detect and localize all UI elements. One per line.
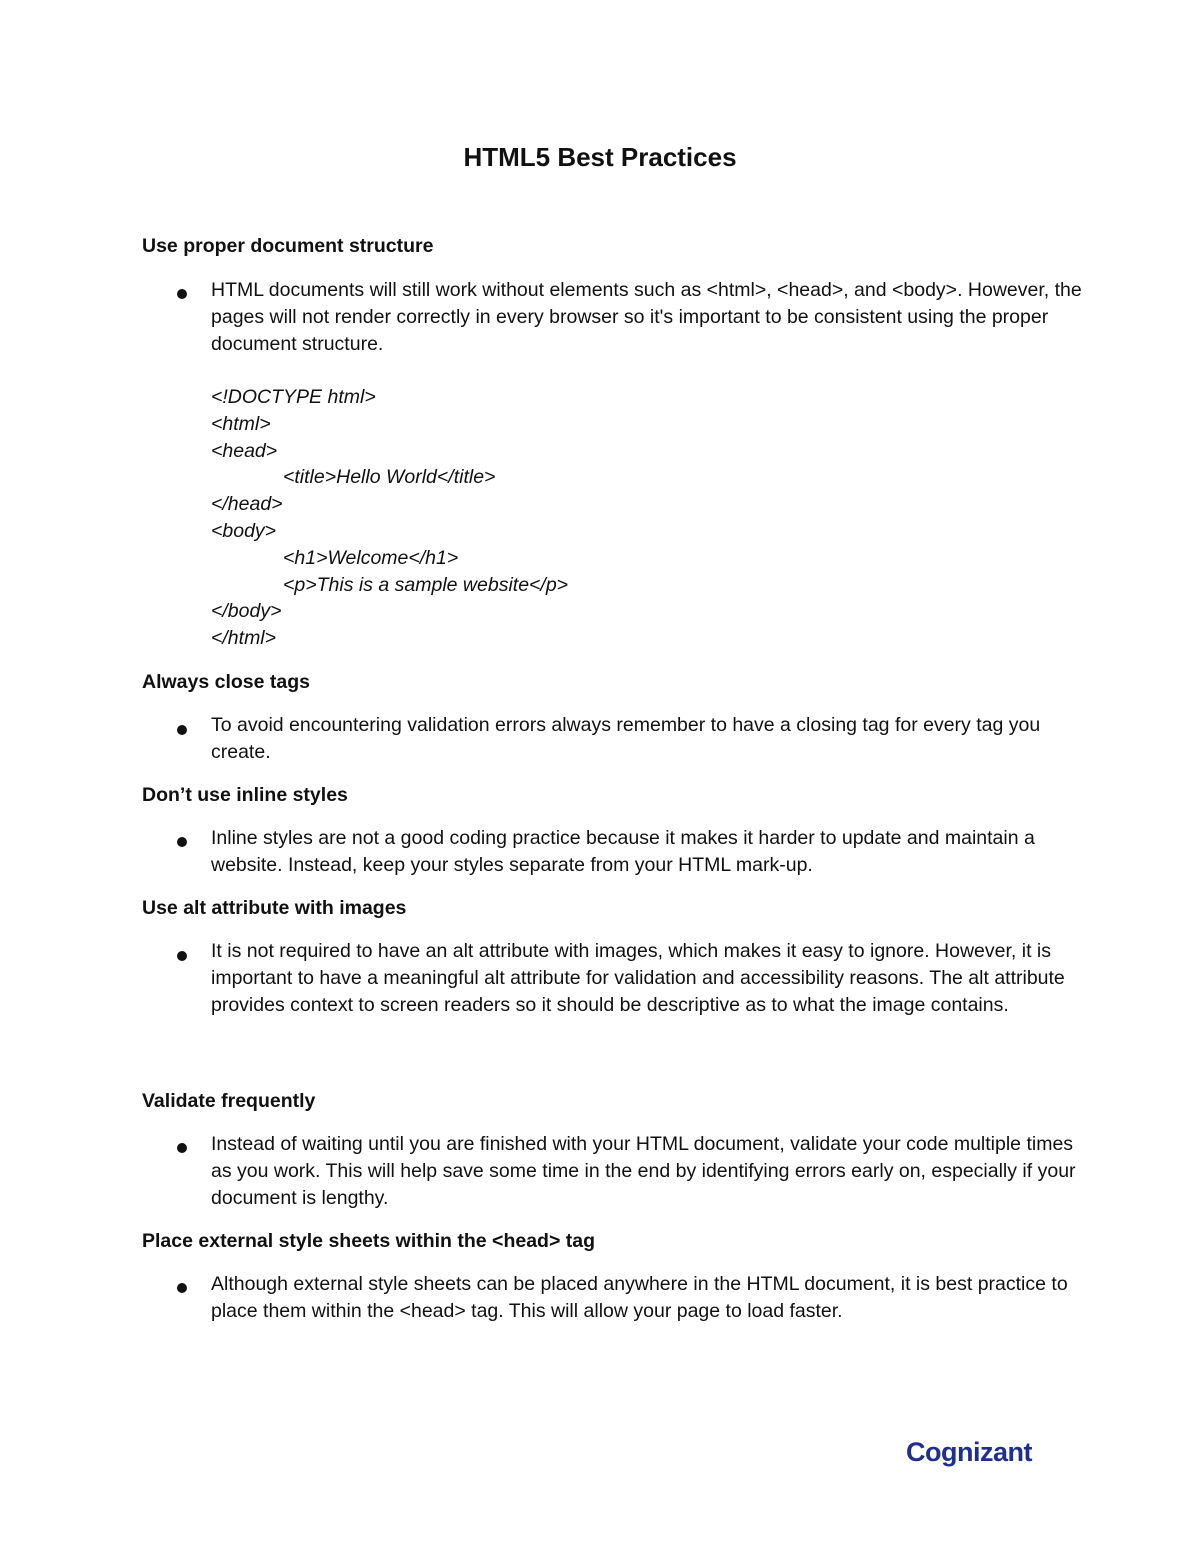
bullet-icon [177, 1143, 187, 1153]
code-line-paragraph: <p>This is a sample website</p> [283, 573, 569, 596]
code-line-h1: <h1>Welcome</h1> [283, 546, 459, 569]
section-heading-close-tags: Always close tags [142, 671, 310, 693]
section-heading-document-structure: Use proper document structure [142, 235, 434, 257]
page-title: HTML5 Best Practices [463, 142, 737, 172]
bullet-icon [177, 725, 187, 735]
code-line-body-close: </body> [211, 600, 282, 623]
section-heading-inline-styles: Don’t use inline styles [142, 784, 348, 806]
code-line-head-open: <head> [211, 439, 278, 462]
bullet-icon [177, 289, 187, 299]
bullet-text-inline-styles: Inline styles are not a good coding practice because it makes it harder to update and maintain a website. Instead, keep your styles separate from your HTML mark-up. [211, 827, 1035, 876]
code-line-body-open: <body> [211, 519, 277, 542]
section-heading-validate: Validate frequently [142, 1090, 316, 1112]
code-line-html-close: </html> [211, 627, 277, 650]
code-line-title: <title>Hello World</title> [283, 466, 496, 489]
bullet-text-document-structure: HTML documents will still work without elements such as <html>, <head>, and <body>. However, the pages will not render correctly in every browser so it's important to be consistent using the proper document structure. [211, 279, 1082, 355]
bullet-text-external-styles: Although external style sheets can be placed anywhere in the HTML document, it is best practice to place them within the <head> tag. This will allow your page to load faster. [211, 1273, 1068, 1322]
code-sample [211, 384, 568, 652]
code-line-html-open: <html> [211, 412, 271, 435]
code-line-doctype: <!DOCTYPE html> [211, 386, 376, 408]
bullet-text-alt-attribute: It is not required to have an alt attribute with images, which makes it easy to ignore. However, it is important to have a meaningful alt attribute for validation and accessibility reasons. The alt attribute provides context to screen readers so it should be descriptive as to what the image contains. [211, 940, 1065, 1016]
bullet-icon [177, 1283, 187, 1293]
bullet-text-close-tags: To avoid encountering validation errors always remember to have a closing tag for every tag you create. [211, 714, 1041, 763]
bullet-text-validate: Instead of waiting until you are finished with your HTML document, validate your code multiple times as you work. This will help save some time in the end by identifying errors early on, especially if your document is lengthy. [211, 1133, 1076, 1209]
code-line-head-close: </head> [211, 493, 283, 516]
bullet-icon [177, 951, 187, 961]
cognizant-logo: Cognizant [906, 1437, 1032, 1467]
section-heading-alt-attribute: Use alt attribute with images [142, 897, 407, 919]
bullet-icon [177, 837, 187, 847]
section-heading-external-styles: Place external style sheets within the <head> tag [142, 1230, 596, 1252]
